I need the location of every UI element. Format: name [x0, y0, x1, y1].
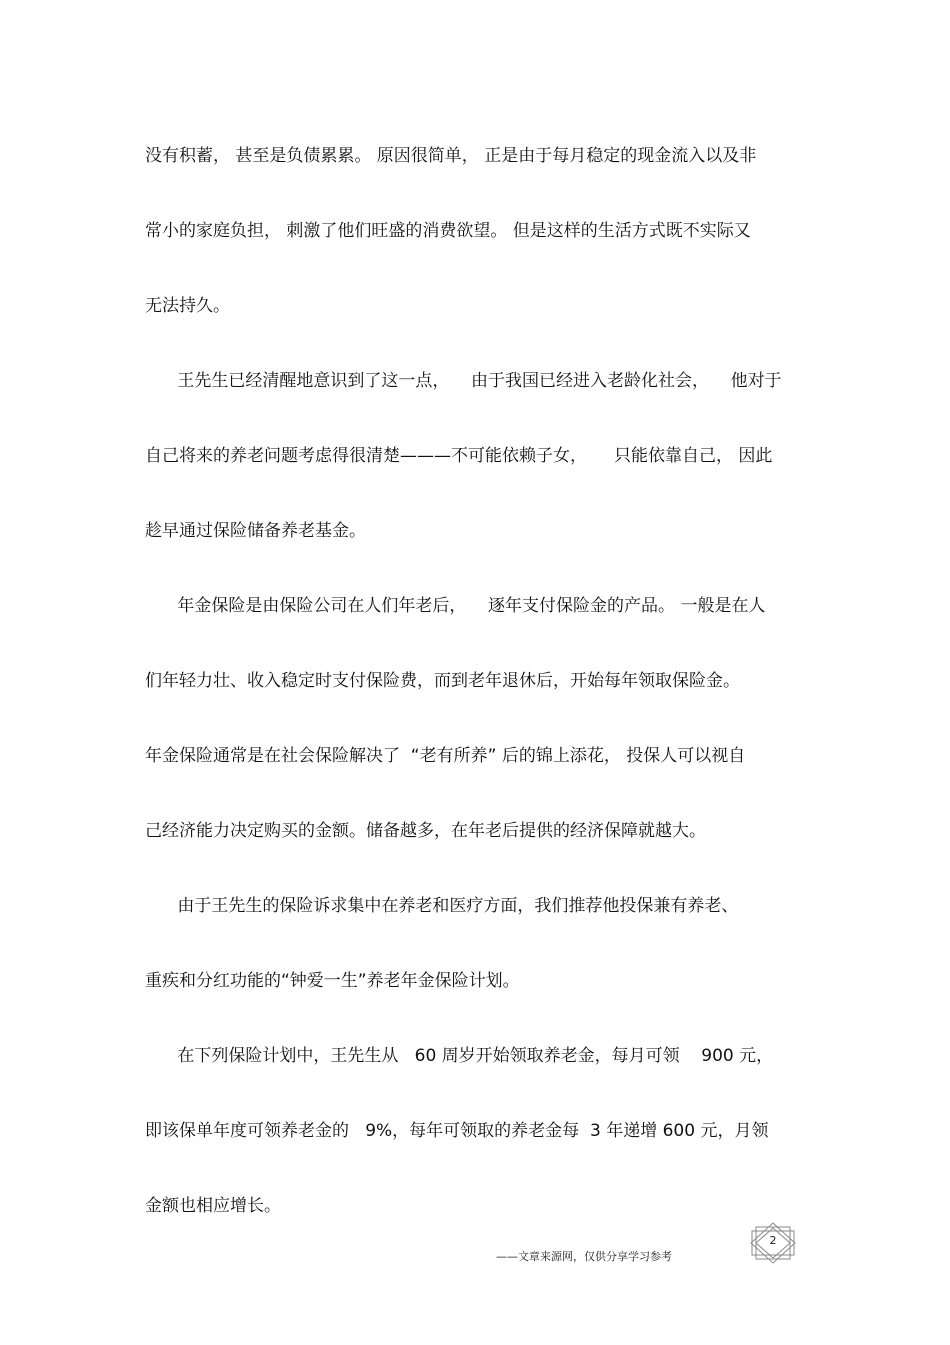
- paragraph-line: 们年轻力壮、收入稳定时支付保险费，而到老年退休后，开始每年领取保险金。: [145, 671, 740, 691]
- paragraph-line: 无法持久。: [145, 296, 230, 316]
- paragraph-line: 年金保险通常是在社会保险解决了 “老有所养” 后的锦上添花， 投保人可以视自: [145, 746, 746, 766]
- paragraph-line: 王先生已经清醒地意识到了这一点， 由于我国已经进入老龄化社会， 他对于: [145, 371, 782, 391]
- paragraph-line: 没有积蓄， 甚至是负债累累。 原因很简单， 正是由于每月稳定的现金流入以及非: [145, 146, 757, 166]
- paragraph-line: 由于王先生的保险诉求集中在养老和医疗方面，我们推荐他投保兼有养老、: [145, 896, 739, 916]
- paragraph-line: 年金保险是由保险公司在人们年老后， 逐年支付保险金的产品。 一般是在人: [145, 596, 766, 616]
- page-number-badge: [748, 1222, 798, 1264]
- paragraph-line: 己经济能力决定购买的金额。储备越多，在年老后提供的经济保障就越大。: [145, 821, 706, 841]
- paragraph-line: 金额也相应增长。: [145, 1196, 281, 1216]
- paragraph-line: 重疾和分红功能的“钟爱一生”养老年金保险计划。: [145, 971, 520, 991]
- paragraph-line: 趁早通过保险储备养老基金。: [145, 521, 366, 541]
- paragraph-line: 常小的家庭负担， 刺激了他们旺盛的消费欲望。 但是这样的生活方式既不实际又: [145, 221, 751, 241]
- footer-source-note: ——文章来源网，仅供分享学习参考: [496, 1250, 672, 1263]
- page-number: 2: [769, 1234, 777, 1247]
- paragraph-line: 自己将来的养老问题考虑得很清楚———不可能依赖子女， 只能依靠自己， 因此: [145, 446, 773, 466]
- paragraph-line: 在下列保险计划中，王先生从 60 周岁开始领取养老金，每月可领 900 元，: [145, 1046, 774, 1066]
- paragraph-line: 即该保单年度可领养老金的 9%，每年可领取的养老金每 3 年递增 600 元，月领: [145, 1121, 769, 1141]
